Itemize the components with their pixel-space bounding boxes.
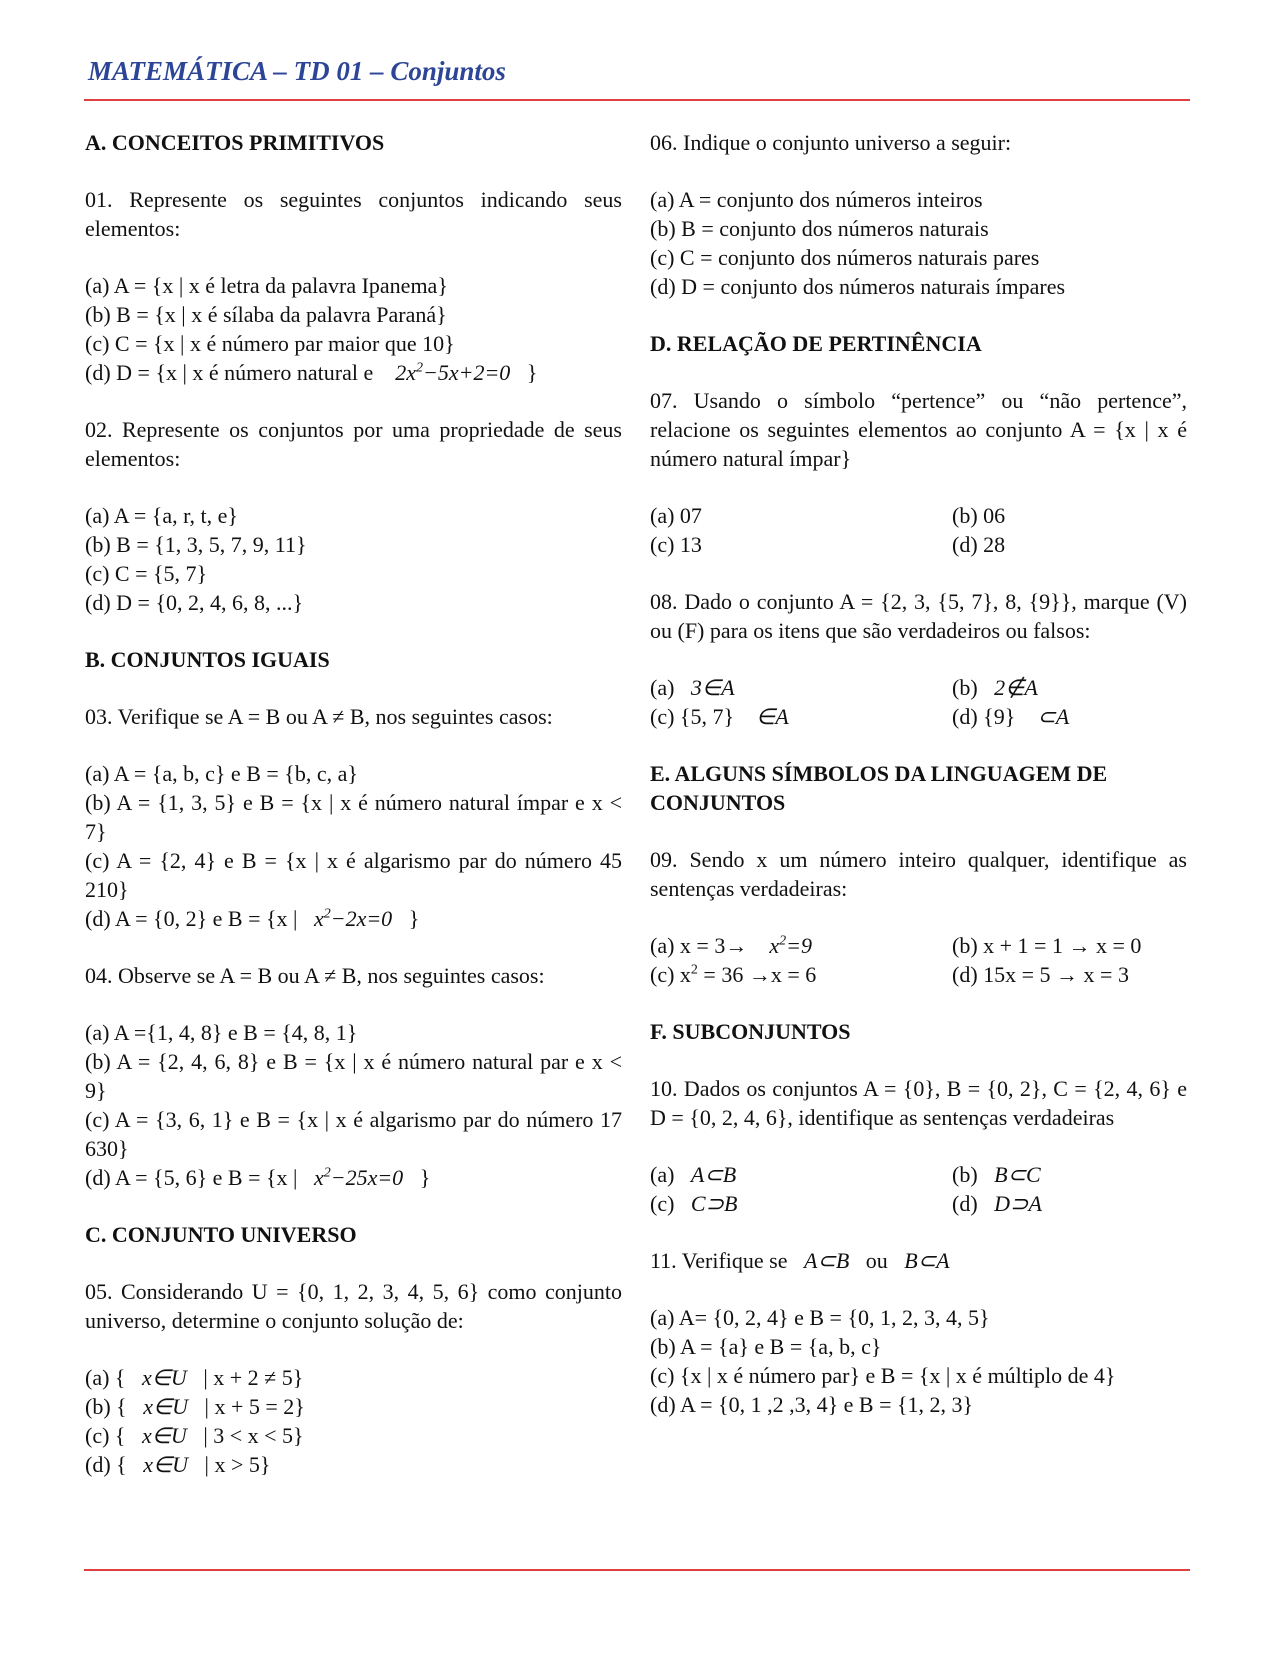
question-05: 05. Considerando U = {0, 1, 2, 3, 4, 5, 6} como conjunto universo, determine o conjunto solução de: [85, 1279, 622, 1333]
section-e-heading: E. ALGUNS SÍMBOLOS DA LINGUAGEM DE CONJUNTOS [650, 761, 1108, 815]
item-05a: (a) { x∈U | x + 2 ≠ 5} [85, 1365, 304, 1390]
math-expression: $x^2-2x=0$ [313, 906, 393, 931]
question-11-items [650, 1303, 1187, 1419]
item-04b: (b) A = {2, 4, 6, 8} e B = {x | x é número natural par e x < 9} [85, 1049, 622, 1103]
header-divider [84, 99, 1190, 101]
section-f-heading: F. SUBCONJUNTOS [650, 1019, 851, 1044]
item-08a: (a) 3∈A [650, 675, 735, 700]
item-04c: (c) A = {3, 6, 1} e B = {x | x é algarismo par do número 17 630} [85, 1107, 622, 1161]
item-03b: (b) A = {1, 3, 5} e B = {x | x é número natural ímpar e x < 7} [85, 790, 622, 844]
question-01: 01. Represente os seguintes conjuntos indicando seus elementos: [85, 187, 622, 241]
item-01d: (d) D = {x | x é número natural e $2x^2-5x+2=0$ } [85, 360, 538, 385]
item-01a: (a) A = {x | x é letra da palavra Ipanema} [85, 273, 448, 298]
question-07: 07. Usando o símbolo “pertence” ou “não pertence”, relacione os seguintes elementos ao conjunto A = {x | x é número natural ímpar} [650, 388, 1187, 471]
item-01b: (b) B = {x | x é sílaba da palavra Paraná} [85, 302, 447, 327]
item-11d: (d) A = {0, 1 ,2 ,3, 4} e B = {1, 2, 3} [650, 1392, 974, 1417]
item-03a: (a) A = {a, b, c} e B = {b, c, a} [85, 761, 358, 786]
question-01-items [85, 271, 622, 387]
item-10a: (a) A⊂B [650, 1162, 737, 1187]
item-07a: (a) 07 [650, 503, 702, 528]
item-11b: (b) A = {a} e B = {a, b, c} [650, 1334, 882, 1359]
item-02d: (d) D = {0, 2, 4, 6, 8, ...} [85, 590, 304, 615]
item-10d: (d) D⊃A [952, 1191, 1042, 1216]
question-06: 06. Indique o conjunto universo a seguir: [650, 130, 1012, 155]
question-08: 08. Dado o conjunto A = {2, 3, {5, 7}, 8, {9}}, marque (V) ou (F) para os itens que são verdadeiros ou falsos: [650, 589, 1187, 643]
question-11: 11. Verifique se A⊂B ou B⊂A [650, 1248, 950, 1273]
question-02-items [85, 501, 622, 617]
item-06b: (b) B = conjunto dos números naturais [650, 216, 989, 241]
question-09-items [650, 931, 1187, 989]
item-08b: (b) 2∉A [952, 675, 1038, 700]
item-05c: (c) { x∈U | 3 < x < 5} [85, 1423, 304, 1448]
item-09b: (b) x + 1 = 1 → x = 0 [952, 933, 1142, 958]
item-10c: (c) C⊃B [650, 1191, 738, 1216]
page-title: MATEMÁTICA – TD 01 – Conjuntos [88, 56, 506, 86]
item-11c: (c) {x | x é número par} e B = {x | x é múltiplo de 4} [650, 1363, 1116, 1388]
question-05-items [85, 1363, 622, 1479]
item-11a: (a) A= {0, 2, 4} e B = {0, 1, 2, 3, 4, 5} [650, 1305, 990, 1330]
question-07-items [650, 501, 1187, 559]
question-02: 02. Represente os conjuntos por uma propriedade de seus elementos: [85, 417, 622, 471]
item-08c: (c) {5, 7} ∈A [650, 704, 789, 729]
item-05d: (d) { x∈U | x > 5} [85, 1452, 271, 1477]
item-08d: (d) {9} ⊂A [952, 704, 1070, 729]
right-column [650, 128, 1187, 1447]
section-b-heading: B. CONJUNTOS IGUAIS [85, 647, 330, 672]
footer-divider [84, 1569, 1190, 1571]
item-07d: (d) 28 [952, 532, 1006, 557]
item-02c: (c) C = {5, 7} [85, 561, 208, 586]
item-07c: (c) 13 [650, 532, 702, 557]
question-10: 10. Dados os conjuntos A = {0}, B = {0, 2}, C = {2, 4, 6} e D = {0, 2, 4, 6}, identifique as sentenças verdadeiras [650, 1076, 1187, 1130]
item-01c: (c) C = {x | x é número par maior que 10} [85, 331, 455, 356]
section-a-heading: A. CONCEITOS PRIMITIVOS [85, 130, 385, 155]
item-06d: (d) D = conjunto dos números naturais ímpares [650, 274, 1066, 299]
question-06-items [650, 185, 1187, 301]
item-09c: (c) $x^2 = 36 \to x = 6$ [650, 962, 817, 987]
question-08-items [650, 673, 1187, 731]
item-03c: (c) A = {2, 4} e B = {x | x é algarismo par do número 45 210} [85, 848, 622, 902]
item-07b: (b) 06 [952, 503, 1006, 528]
item-09d: (d) 15x = 5 → x = 3 [952, 962, 1129, 987]
item-06a: (a) A = conjunto dos números inteiros [650, 187, 983, 212]
math-expression: $x^2-25x=0$ [313, 1165, 404, 1190]
item-10b: (b) B⊂C [952, 1162, 1041, 1187]
item-02b: (b) B = {1, 3, 5, 7, 9, 11} [85, 532, 307, 557]
math-expression: $2x^2-5x+2=0$ [395, 360, 511, 385]
item-04d: (d) A = {5, 6} e B = {x | $x^2-25x=0$ } [85, 1165, 431, 1190]
question-10-items [650, 1160, 1187, 1218]
item-03d: (d) A = {0, 2} e B = {x | $x^2-2x=0$ } [85, 906, 420, 931]
item-02a: (a) A = {a, r, t, e} [85, 503, 238, 528]
question-04: 04. Observe se A = B ou A ≠ B, nos seguintes casos: [85, 963, 545, 988]
left-column [85, 128, 622, 1507]
question-03-items [85, 759, 622, 933]
section-c-heading: C. CONJUNTO UNIVERSO [85, 1222, 357, 1247]
question-04-items [85, 1018, 622, 1192]
section-d-heading: D. RELAÇÃO DE PERTINÊNCIA [650, 331, 982, 356]
item-06c: (c) C = conjunto dos números naturais pares [650, 245, 1040, 270]
question-09: 09. Sendo x um número inteiro qualquer, identifique as sentenças verdadeiras: [650, 847, 1187, 901]
item-09a: (a) x = 3→ $x^2=9$ [650, 933, 812, 958]
item-05b: (b) { x∈U | x + 5 = 2} [85, 1394, 305, 1419]
item-04a: (a) A ={1, 4, 8} e B = {4, 8, 1} [85, 1020, 358, 1045]
question-03: 03. Verifique se A = B ou A ≠ B, nos seguintes casos: [85, 704, 553, 729]
